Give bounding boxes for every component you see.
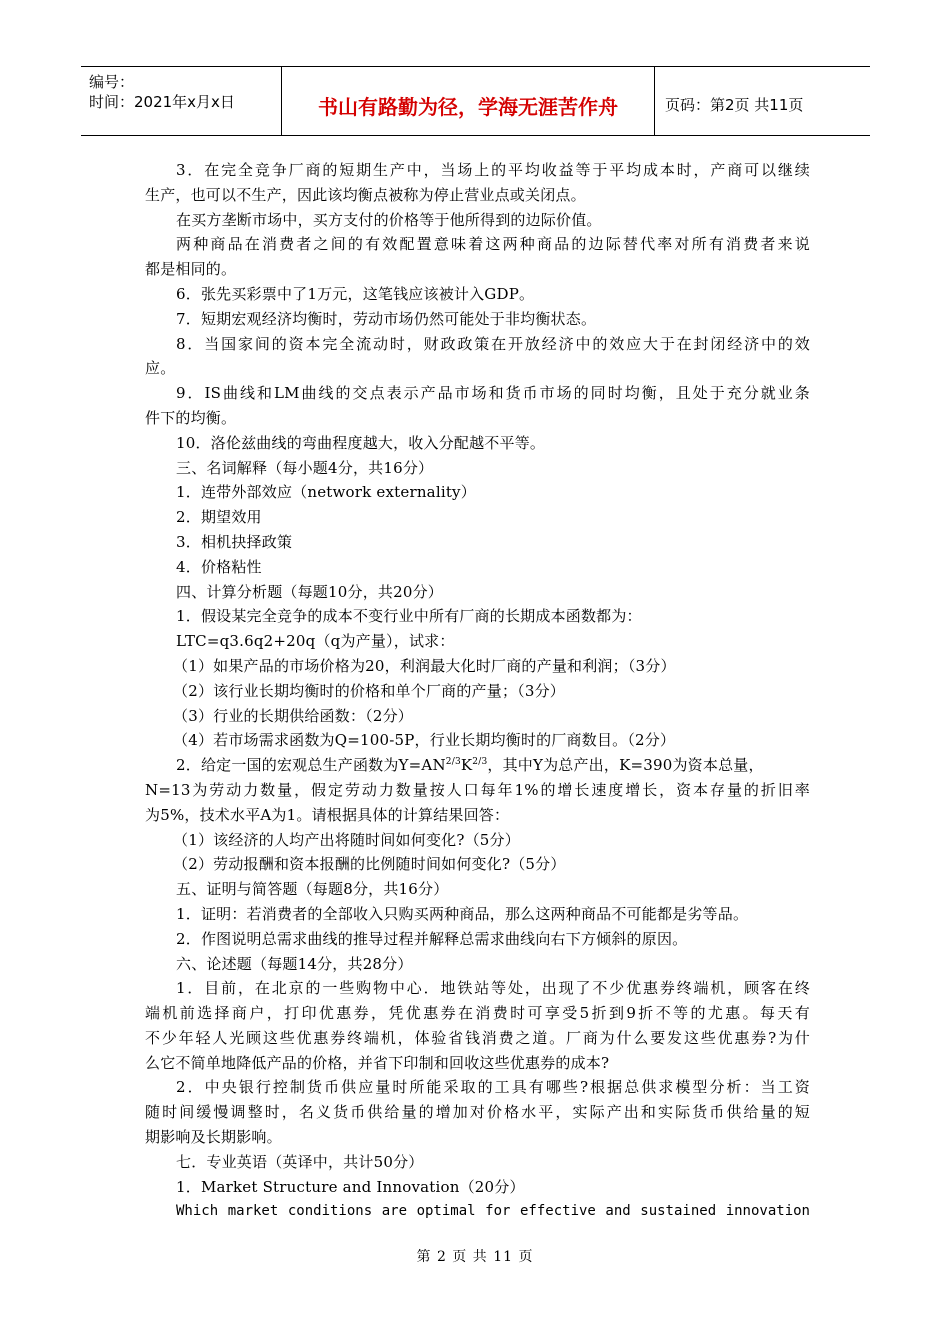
exponent-k: 2/3	[472, 757, 488, 768]
text-line: 3．相机抉择政策	[176, 532, 293, 551]
text-line: （4）若市场需求函数为Q=100-5P，行业长期均衡时的厂商数目。（2分）	[173, 731, 676, 750]
header-page-info: 页码：第2页 共11页	[665, 96, 804, 114]
text-line: （1）如果产品的市场价格为20，利润最大化时厂商的产量和利润；（3分）	[173, 656, 676, 675]
text-line: （1）该经济的人均产出将随时间如何变化?（5分）	[173, 830, 520, 849]
production-prefix: 2．给定一国的宏观总生产函数为Y=AN	[176, 756, 446, 775]
text-line: 2．中央银行控制货币供应量时所能采取的工具有哪些?根据总供求模型分析：当工资	[176, 1078, 810, 1097]
exponent-n: 2/3	[445, 757, 461, 768]
text-line: 7．短期宏观经济均衡时，劳动市场仍然可能处于非均衡状态。	[176, 309, 597, 328]
text-line: 么它不简单地降低产品的价格，并省下印制和回收这些优惠券的成本?	[145, 1053, 610, 1072]
text-line: （2）劳动报酬和资本报酬的比例随时间如何变化?（5分）	[173, 855, 566, 874]
section-heading: 六、论述题（每题14分，共28分）	[176, 954, 413, 973]
text-line: （3）行业的长期供给函数：（2分）	[173, 706, 413, 725]
text-line: 两种商品在消费者之间的有效配置意味着这两种商品的边际替代率对所有消费者来说	[176, 235, 810, 254]
text-line: 不少年轻人光顾这些优惠券终端机，体验省钱消费之道。厂商为什么要发这些优惠券?为什	[145, 1028, 810, 1047]
page-footer: 第 2 页 共 11 页	[416, 1249, 534, 1265]
text-line: 随时间缓慢调整时，名义货币供给量的增加对价格水平，实际产出和实际货币供给量的短	[145, 1103, 810, 1122]
text-line: 9．IS曲线和LM曲线的交点表示产品市场和货币市场的同时均衡，且处于充分就业条	[176, 384, 810, 403]
text-line: 2．作图说明总需求曲线的推导过程并解释总需求曲线向右下方倾斜的原因。	[176, 929, 688, 948]
text-line: 4．价格粘性	[176, 557, 262, 576]
text-line: 生产，也可以不生产，因此该均衡点被称为停止营业点或关闭点。	[145, 185, 586, 204]
document-date-label: 时间：2021年x月x日	[89, 93, 235, 111]
text-line: 1．Market Structure and Innovation（20分）	[176, 1177, 525, 1196]
page-header	[81, 66, 870, 136]
formula-line: LTC=q3.6q2+20q（q为产量），试求：	[176, 632, 455, 651]
english-text-line: Which market conditions are optimal for effective and sustained innovation	[176, 1203, 810, 1220]
text-line: （2）该行业长期均衡时的价格和单个厂商的产量；（3分）	[173, 681, 565, 700]
text-line: 10．洛伦兹曲线的弯曲程度越大，收入分配越不平等。	[176, 433, 546, 452]
text-line: 为5%，技术水平A为1。请根据具体的计算结果回答：	[145, 805, 510, 824]
text-line: 1．假设某完全竞争的成本不变行业中所有厂商的长期成本函数都为：	[176, 607, 642, 626]
section-heading: 三、名词解释（每小题4分，共16分）	[176, 458, 434, 477]
text-line: 8．当国家间的资本完全流动时，财政政策在开放经济中的效应大于在封闭经济中的效	[176, 334, 810, 353]
section-heading: 七．专业英语（英译中，共计50分）	[176, 1152, 424, 1171]
text-line: 1．目前，在北京的一些购物中心．地铁站等处，出现了不少优惠券终端机，顾客在终	[176, 979, 810, 998]
production-function-line	[145, 753, 810, 778]
text-line: N=13为劳动力数量，假定劳动力数量按人口每年1%的增长速度增长，资本存量的折旧率	[145, 780, 810, 799]
text-line: 1．连带外部效应（network externality）	[176, 483, 476, 502]
text-line: 端机前选择商户，打印优惠券，凭优惠券在消费时可享受5折到9折不等的尤惠。每天有	[145, 1004, 810, 1023]
text-line: 应。	[145, 359, 176, 378]
header-motto-cell	[282, 67, 655, 135]
document-number-label: 编号：	[89, 73, 135, 91]
text-line: 1．证明：若消费者的全部收入只购买两种商品，那么这两种商品不可能都是劣等品。	[176, 904, 749, 923]
text-line: 期影响及长期影响。	[145, 1128, 282, 1147]
header-meta-cell	[81, 67, 282, 135]
text-line: 件下的均衡。	[145, 408, 237, 427]
text-line: 在买方垄断市场中，买方支付的价格等于他所得到的边际价值。	[176, 210, 602, 229]
header-motto: 书山有路勤为径，学海无涯苦作舟	[318, 95, 618, 119]
document-body	[145, 158, 810, 1224]
header-page-cell	[655, 67, 870, 135]
production-k: K	[460, 756, 473, 775]
text-line: 6．张先买彩票中了1万元，这笔钱应该被计入GDP。	[176, 284, 535, 303]
text-line: 2．期望效用	[176, 508, 262, 527]
section-heading: 四、计算分析题（每题10分，共20分）	[176, 582, 443, 601]
section-heading: 五、证明与简答题（每题8分，共16分）	[176, 880, 449, 899]
text-line: 3．在完全竞争厂商的短期生产中，当场上的平均收益等于平均成本时，产商可以继续	[176, 161, 810, 179]
text-line: 都是相同的。	[145, 260, 237, 279]
production-suffix: ，其中Y为总产出，K=390为资本总量，	[487, 756, 764, 775]
